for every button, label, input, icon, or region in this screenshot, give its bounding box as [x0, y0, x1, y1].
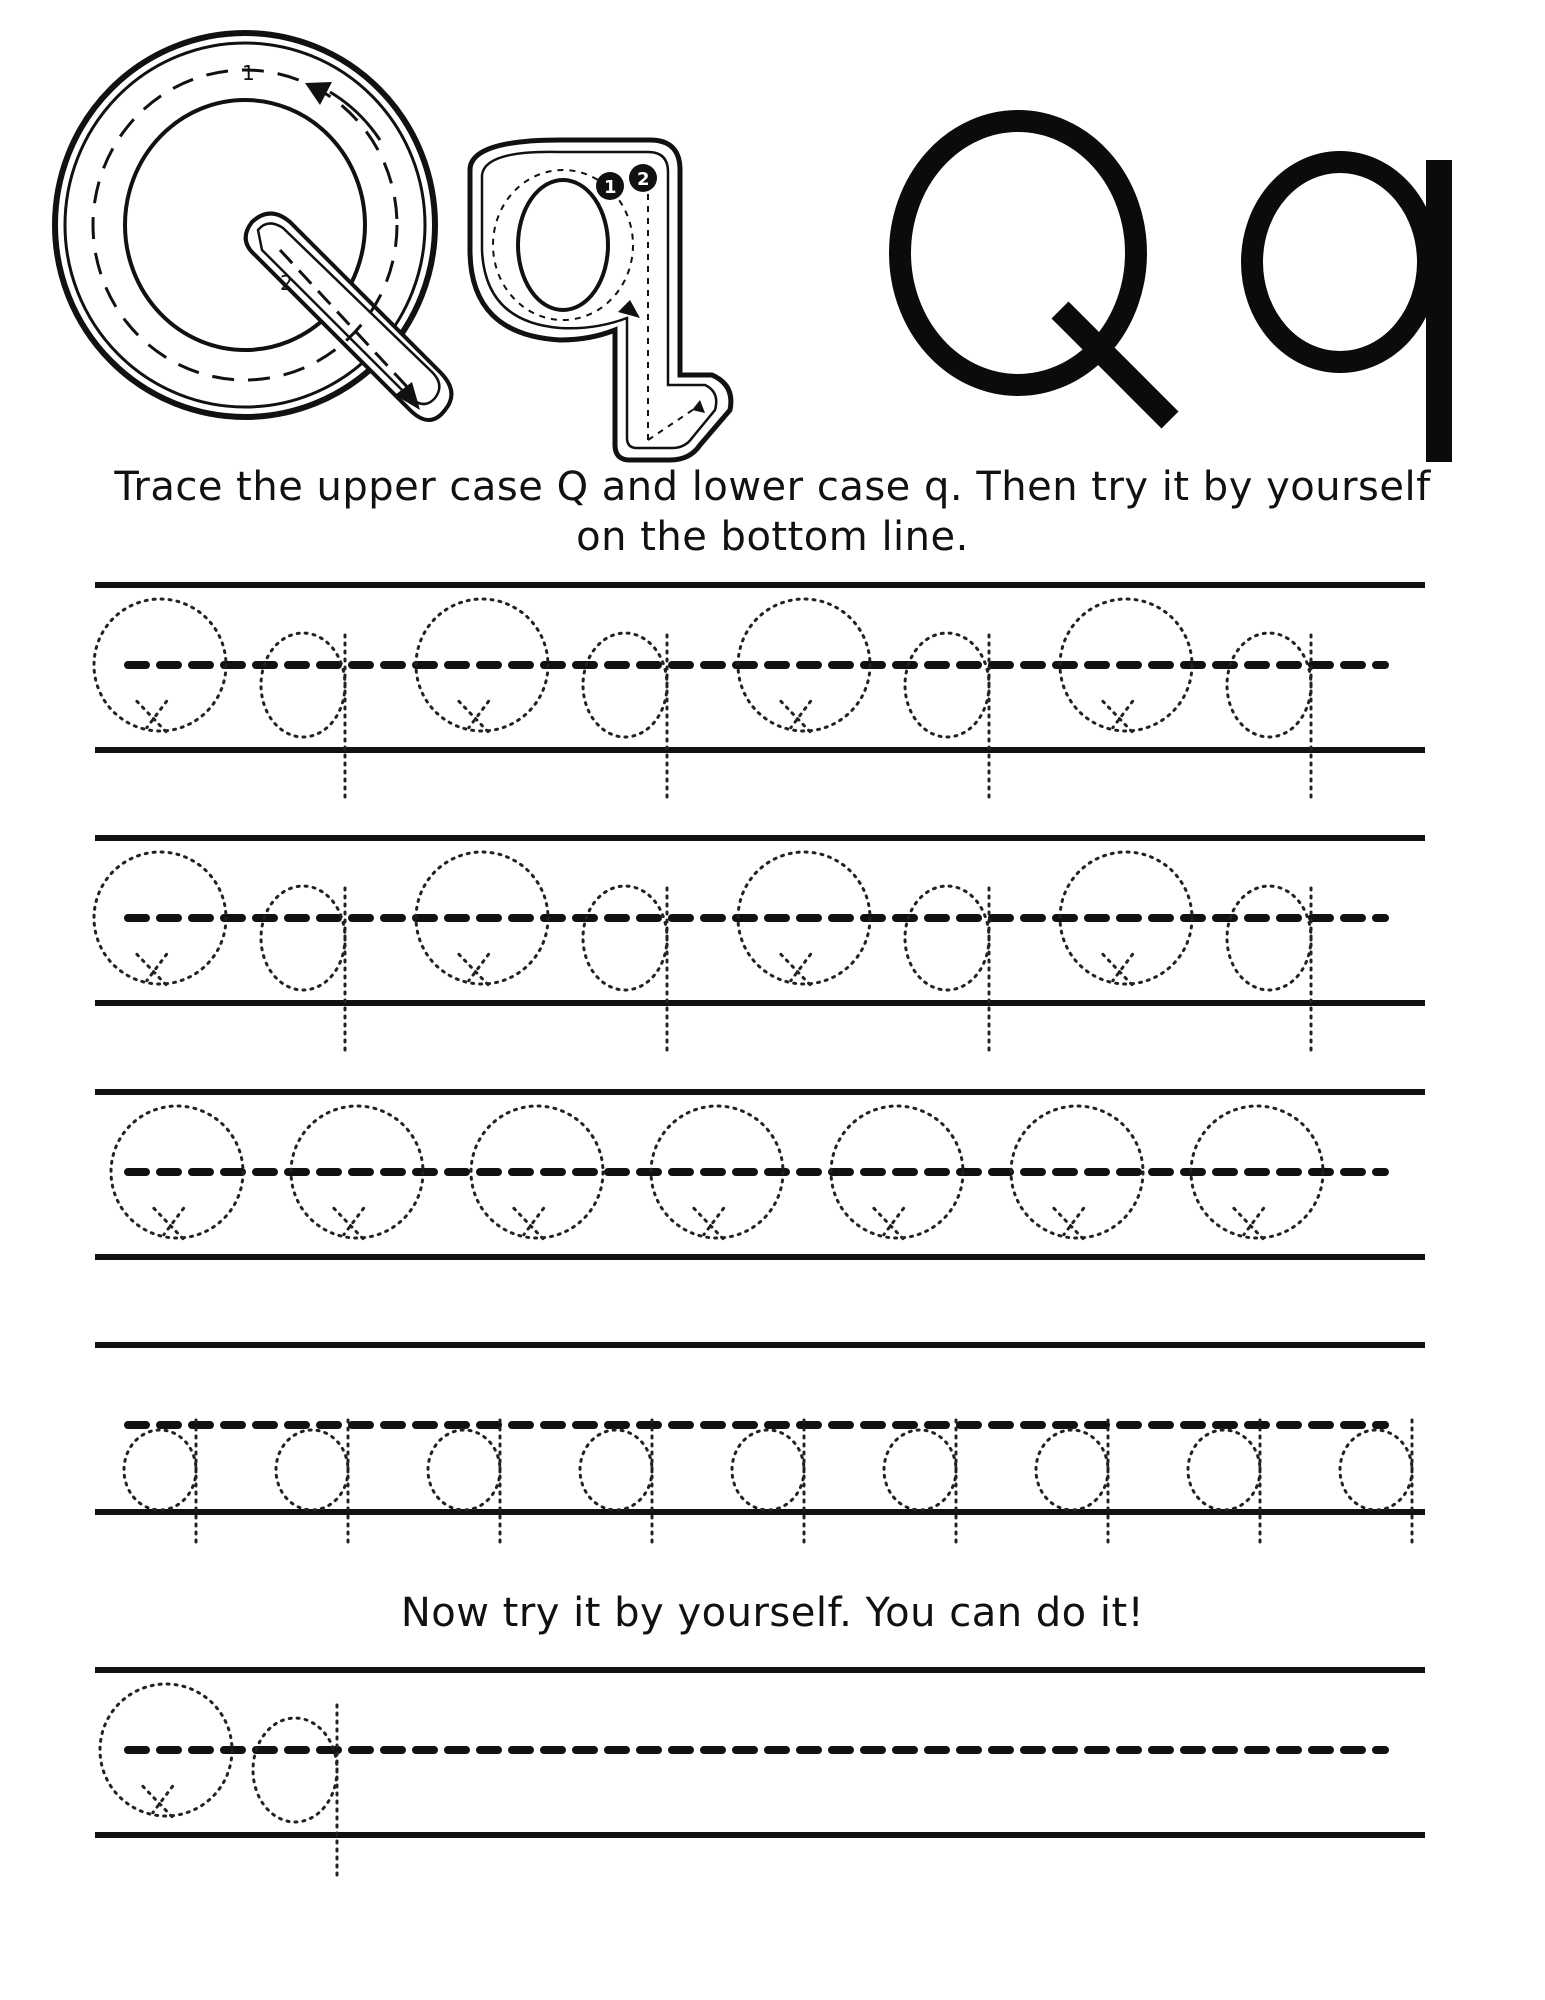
- traceable-lowercase-q: [905, 633, 989, 800]
- traceable-lowercase-q: [1188, 1420, 1260, 1548]
- free-row-letters: [95, 1670, 1425, 1875]
- row-3-letters: [95, 1092, 1425, 1257]
- practice-row-2: [0, 828, 1545, 1058]
- traceable-lowercase-q: [253, 1705, 337, 1875]
- traceable-lowercase-q: [261, 633, 345, 800]
- lowercase-stroke-badge-1: 1: [604, 177, 617, 198]
- traceable-lowercase-q: [276, 1420, 348, 1548]
- lowercase-stroke-badge-2: 2: [637, 169, 650, 190]
- traceable-lowercase-q: [732, 1420, 804, 1548]
- stroke-number-1: 1: [242, 61, 255, 85]
- instruction-line-1: Trace the upper case Q and lower case q. Then try it by yourself: [114, 464, 1431, 510]
- practice-row-1: [0, 575, 1545, 805]
- traceable-lowercase-q: [1227, 886, 1311, 1053]
- solid-uppercase-q: [900, 121, 1170, 420]
- traceable-lowercase-q: [1036, 1420, 1108, 1548]
- solid-lowercase-q: [1252, 160, 1452, 462]
- stroke-number-2: 2: [280, 271, 293, 295]
- traceable-lowercase-q: [884, 1420, 956, 1548]
- row-1-letters: [94, 585, 1425, 800]
- traceable-lowercase-q: [583, 886, 667, 1053]
- outlined-lowercase-q: [470, 140, 731, 460]
- encouragement-text: Now try it by yourself. You can do it!: [400, 1590, 1145, 1636]
- practice-row-4: [0, 1335, 1545, 1565]
- row-2-letters: [94, 838, 1425, 1053]
- outlined-uppercase-q: [55, 33, 451, 420]
- traceable-lowercase-q: [583, 633, 667, 800]
- traceable-lowercase-q: [905, 886, 989, 1053]
- traceable-lowercase-q: [428, 1420, 500, 1548]
- traceable-lowercase-q: [1340, 1420, 1412, 1548]
- practice-row-3: [0, 1082, 1545, 1272]
- traceable-lowercase-q: [1227, 633, 1311, 800]
- free-practice-row: [0, 1660, 1545, 1890]
- row-4-letters: [95, 1345, 1425, 1548]
- instruction-text: [60, 462, 1485, 562]
- traceable-lowercase-q: [124, 1420, 196, 1548]
- header-illustration: [0, 0, 1545, 470]
- traceable-lowercase-q: [261, 886, 345, 1053]
- traceable-lowercase-q: [580, 1420, 652, 1548]
- instruction-line-2: on the bottom line.: [576, 514, 969, 560]
